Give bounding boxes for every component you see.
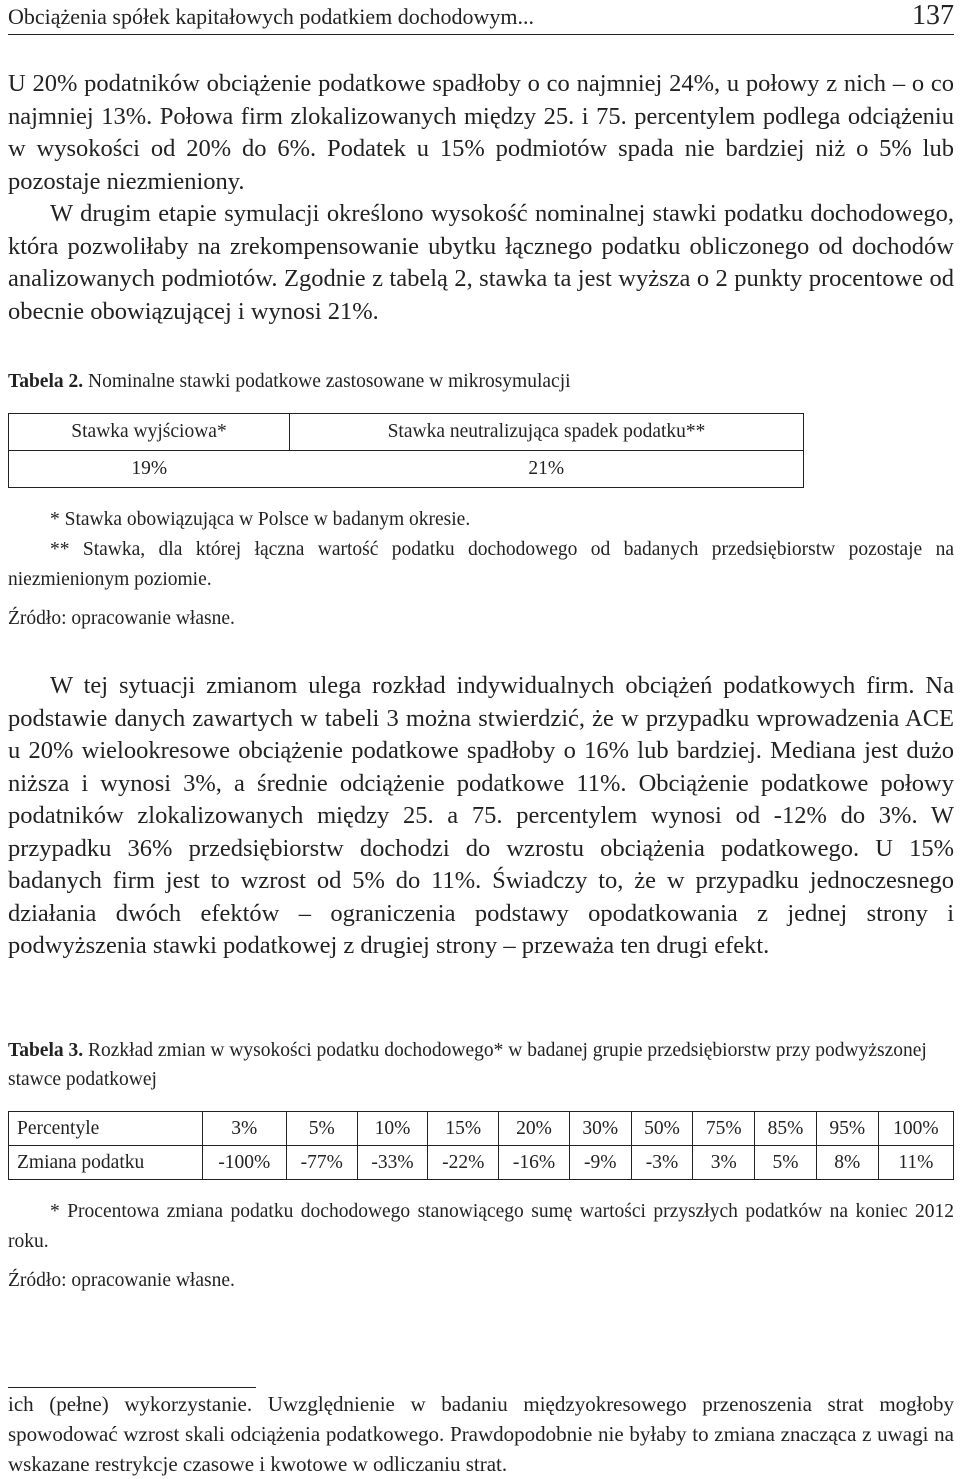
- table2-header-base: Stawka wyjściowa*: [9, 414, 290, 451]
- table3-cell: 8%: [816, 1146, 878, 1180]
- footnote-divider: [8, 1387, 256, 1388]
- table3-row-label: Zmiana podatku: [9, 1146, 203, 1180]
- table2-header-row: [9, 414, 804, 451]
- table3-cell: 30%: [569, 1112, 631, 1146]
- table2-value-base: 19%: [9, 451, 290, 488]
- table3-cell: -3%: [631, 1146, 693, 1180]
- table3-cell: -9%: [569, 1146, 631, 1180]
- table2-caption-text: Nominalne stawki podatkowe zastosowane w mikrosymulacji: [88, 371, 571, 392]
- paragraph-3: W tej sytuacji zmianom ulega rozkład indywidualnych obciążeń podatkowych firm. Na podstawie danych zawartych w tabeli 3 można stwierdzić, że w przypadku wprowadzenia ACE u 20% wielookresowe obciążenie podatkowe spadłoby o 16% lub bardziej. Mediana jest dużo niższa i wynosi 3%, a średnie odciążenie podatkowe 11%. Obciążenie podatkowe połowy podatników zlokalizowanych między 25. a 75. percentylem wynosi od -12% do 3%. W przypadku 36% przedsiębiorstw dochodzi do wzrostu obciążenia podatkowego. U 15% badanych firm jest to wzrost od 5% do 11%. Świadczy to, że w przypadku jednoczesnego działania dwóch efektów – ograniczenia podstawy opodatkowania z jednej strony i podwyższenia stawki podatkowej z drugiej strony – przeważa ten drugi efekt.: [8, 672, 954, 959]
- table3-change-row: [9, 1146, 954, 1180]
- table3-cell: -33%: [357, 1146, 428, 1180]
- table-3: [8, 1111, 954, 1180]
- footnote-text: ich (pełne) wykorzystanie. Uwzględnienie w badaniu międzyokresowego przenoszenia strat mogłoby spowodować wzrost skali odciążenia podatkowego. Prawdopodobnie nie byłaby to zmiana znacząca z uwagi na wskazane restrykcje czasowe i kwotowe w odliczaniu strat.: [8, 1392, 954, 1476]
- table3-cell: -100%: [202, 1146, 286, 1180]
- table2-caption: [8, 367, 954, 396]
- running-header: [8, 2, 954, 35]
- table3-cell: 5%: [286, 1112, 357, 1146]
- page-number: 137: [912, 0, 954, 31]
- running-title: Obciążenia spółek kapitałowych podatkiem dochodowym...: [8, 4, 535, 29]
- table3-percentile-row: [9, 1112, 954, 1146]
- table3-caption-text: Rozkład zmian w wysokości podatku dochodowego* w badanej grupie przedsiębiorstw przy podwyższonej stawce podatkowej: [8, 1040, 927, 1090]
- table3-cell: 85%: [755, 1112, 817, 1146]
- table3-cell: 3%: [202, 1112, 286, 1146]
- table3-cell: -77%: [286, 1146, 357, 1180]
- table-2: [8, 413, 804, 488]
- table3-cell: 75%: [693, 1112, 755, 1146]
- table3-cell: 3%: [693, 1146, 755, 1180]
- table3-cell: 11%: [878, 1146, 953, 1180]
- table2-note-2: ** Stawka, dla której łączna wartość podatku dochodowego od badanych przedsiębiorstw pozostaje na niezmienionym poziomie.: [8, 539, 954, 590]
- table3-cell: -16%: [499, 1146, 570, 1180]
- table3-source: Źródło: opracowanie własne.: [8, 1270, 235, 1291]
- paragraph-1: U 20% podatników obciążenie podatkowe spadłoby o co najmniej 24%, u połowy z nich – o co najmniej 13%. Połowa firm zlokalizowanych między 25. i 75. percentylem podlega odciążeniu w wysokości od 20% do 6%. Podatek u 15% podmiotów spada nie bardziej niż o 5% lub pozostaje niezmieniony.: [8, 70, 954, 195]
- table2-value-row: [9, 451, 804, 488]
- table2-header-neutral: Stawka neutralizująca spadek podatku**: [290, 414, 804, 451]
- table3-cell: 100%: [878, 1112, 953, 1146]
- table2-label: Tabela 2.: [8, 371, 84, 392]
- table2-note-1: * Stawka obowiązująca w Polsce w badanym okresie.: [50, 509, 471, 530]
- table2-value-neutral: 21%: [290, 451, 804, 488]
- table3-cell: 20%: [499, 1112, 570, 1146]
- table3-note: * Procentowa zmiana podatku dochodowego stanowiącego sumę wartości przyszłych podatków na koniec 2012 roku.: [8, 1201, 954, 1252]
- table3-cell: 95%: [816, 1112, 878, 1146]
- table3-cell: 15%: [428, 1112, 499, 1146]
- table3-cell: 50%: [631, 1112, 693, 1146]
- table2-source: Źródło: opracowanie własne.: [8, 608, 235, 629]
- table3-label: Tabela 3.: [8, 1040, 84, 1061]
- table3-cell: 10%: [357, 1112, 428, 1146]
- table3-row-label: Percentyle: [9, 1112, 203, 1146]
- paragraph-2: W drugim etapie symulacji określono wysokość nominalnej stawki podatku dochodowego, która pozwoliłaby na zrekompensowanie ubytku łącznego podatku obliczonego od dochodów analizowanych podmiotów. Zgodnie z tabelą 2, stawka ta jest wyższa o 2 punkty procentowe od obecnie obowiązującej i wynosi 21%.: [8, 200, 954, 325]
- table3-cell: -22%: [428, 1146, 499, 1180]
- table3-caption: [8, 1036, 954, 1094]
- table3-cell: 5%: [755, 1146, 817, 1180]
